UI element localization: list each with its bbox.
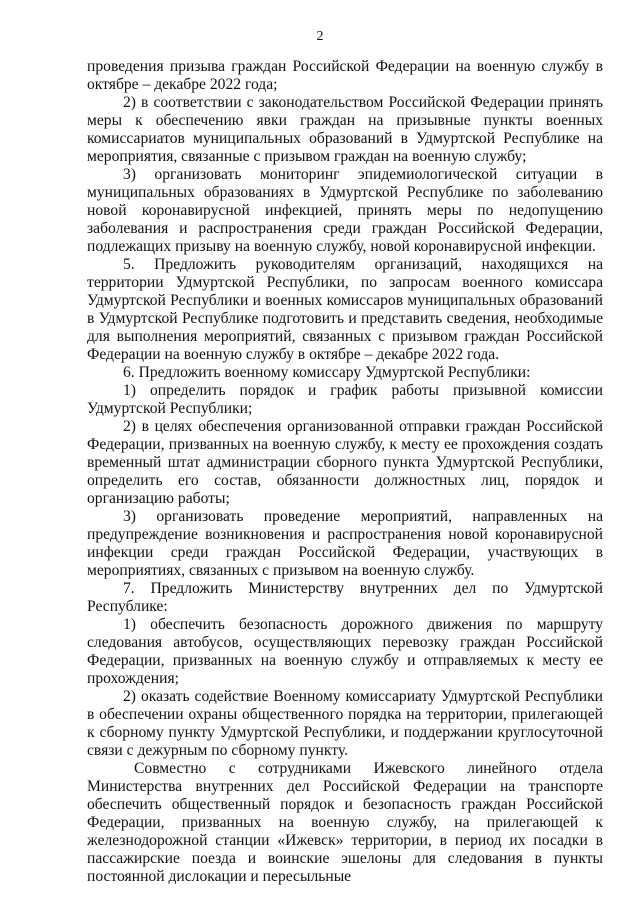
paragraph-section-6-item-2: 2) в целях обеспечения организованной отправки граждан Российской Федерации, призванных на военную службу, к месту ее прохождения создать временный штат администрации сборного пункта Удмуртской Республики, определить его состав, обязанности должностных лиц, порядок и организацию работы;: [87, 418, 603, 507]
paragraph-section-6-item-3: 3) организовать проведение мероприятий, направленных на предупреждение возникновения и распространения новой коронавирусной инфекции среди граждан Российской Федерации, участвующих в мероприятиях, связанных с призывом на военную службу.: [87, 508, 603, 579]
paragraph-item-3: 3) организовать мониторинг эпидемиологической ситуации в муниципальных образованиях в Удмуртской Республике по заболеванию новой коронавирусной инфекцией, принять меры по недопущению заболевания и распространения среди граждан Российской Федерации, подлежащих призыву на военную службу, новой коронавирусной инфекции.: [87, 166, 603, 255]
document-body: [87, 58, 603, 886]
paragraph-section-7-item-1: 1) обеспечить безопасность дорожного движения по маршруту следования автобусов, осуществляющих перевозку граждан Российской Федерации, призванных на военную службу и отправляемых к месту ее прохождения;: [87, 616, 603, 687]
page-number: 2: [316, 29, 324, 44]
paragraph-section-6-item-1: 1) определить порядок и график работы призывной комиссии Удмуртской Республики;: [87, 382, 603, 417]
paragraph-section-6: 6. Предложить военному комиссару Удмуртской Республики:: [123, 364, 531, 381]
paragraph-continuation: проведения призыва граждан Российской Федерации на военную службу в октябре – декабре 2022 года;: [87, 58, 603, 93]
paragraph-section-7: 7. Предложить Министерству внутренних дел по Удмуртской Республике:: [87, 580, 603, 615]
paragraph-item-2: 2) в соответствии с законодательством Российской Федерации принять меры к обеспечению явки граждан на призывные пункты военных комиссариатов муниципальных образований в Удмуртской Республике на мероприятия, связанные с призывом граждан на военную службу;: [87, 94, 603, 165]
paragraph-section-7-item-2: 2) оказать содействие Военному комиссариату Удмуртской Республики в обеспечении охраны общественного порядка на территории, прилегающей к сборному пункту Удмуртской Республики, и поддержании круглосуточной связи с дежурным по сборному пункту.: [87, 688, 603, 759]
paragraph-joint-measures: Совместно с сотрудниками Ижевского линейного отдела Министерства внутренних дел Российской Федерации на транспорте обеспечить общественный порядок и безопасность граждан Российской Федерации, призванных на военную службу, на прилегающей к железнодорожной станции «Ижевск» территории, в период их посадки в пассажирские поезда и воинские эшелоны для следования в пункты постоянной дислокации и пересыльные: [87, 760, 603, 885]
paragraph-section-5: 5. Предложить руководителям организаций, находящихся на территории Удмуртской Республики, по запросам военного комиссара Удмуртской Республики и военных комиссаров муниципальных образований в Удмуртской Республике подготовить и представить сведения, необходимые для выполнения мероприятий, связанных с призывом граждан Российской Федерации на военную службу в октябре – декабре 2022 года.: [87, 256, 603, 363]
